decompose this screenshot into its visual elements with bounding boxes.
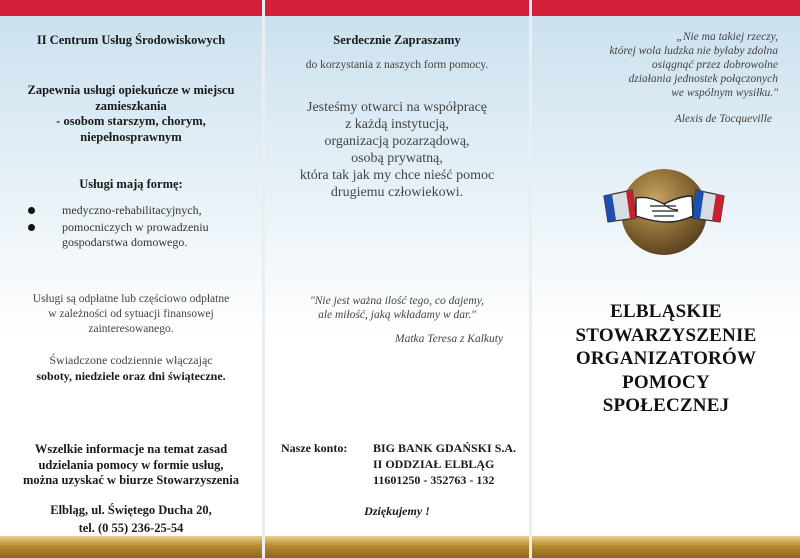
title-line: SPOŁECZNEJ — [602, 395, 730, 416]
quote-line: we wspólnym wysiłku." — [671, 87, 778, 99]
quote-line: osiągnąć przez dobrowolne — [651, 59, 778, 71]
title-line: POMOCY — [622, 371, 710, 393]
payment-line: w zależności od sytuacji finansowej — [48, 308, 214, 320]
services-line: Zapewnia usługi opiekuńcze w miejscu — [27, 83, 235, 97]
contact-block — [0, 501, 262, 537]
info-line: można uzyskać w biurze Stowarzyszenia — [23, 473, 239, 487]
thanks-text: Dziękujemy ! — [364, 504, 430, 518]
bullet-icon — [28, 207, 35, 214]
list-item: medyczno-rehabilitacyjnych, — [0, 203, 262, 218]
panel-middle — [265, 0, 529, 558]
invite-line: osobą prywatną, — [351, 151, 443, 166]
invite-line: która tak jak my chce nieść pomoc — [299, 168, 495, 183]
mother-teresa-quote — [265, 294, 529, 322]
top-red-band — [0, 0, 262, 16]
quote-line: „Nie ma takiej rzeczy, — [676, 31, 778, 43]
daily-service-info — [0, 352, 262, 384]
title-line: STOWARZYSZENIE — [575, 324, 757, 346]
account-number: 11601250 - 352763 - 132 — [373, 473, 495, 487]
services-line: - osobom starszym, chorym, — [56, 114, 206, 128]
services-description — [0, 83, 262, 145]
forms-list — [0, 203, 262, 250]
payment-line: zainteresowanego. — [88, 323, 174, 335]
organization-title — [532, 300, 800, 418]
bottom-gold-band — [0, 536, 262, 558]
invite-line: z każdą instytucją, — [345, 117, 449, 132]
forms-heading: Usługi mają formę: — [79, 177, 183, 191]
bank-branch: II ODDZIAŁ ELBLĄG — [373, 457, 495, 471]
tocqueville-quote — [538, 30, 778, 100]
panel-left — [0, 0, 262, 558]
quote-author: Alexis de Tocqueville — [674, 113, 772, 125]
invite-subheading: do korzystania z naszych form pomocy. — [305, 59, 489, 71]
quote-line: "Nie jest ważna ilość tego, co dajemy, — [309, 295, 485, 307]
info-line: udzielania pomocy w formie usług, — [38, 457, 224, 472]
info-line: Wszelkie informacje na temat zasad — [34, 442, 228, 456]
list-item: pomocniczych w prowadzeniu gospodarstwa domowego. — [0, 220, 262, 250]
quote-line: której wola ludzka nie byłaby zdolna — [609, 45, 778, 57]
services-line: zamieszkania — [95, 98, 167, 113]
payment-info — [0, 292, 262, 337]
panel-right — [532, 0, 800, 558]
info-text — [0, 442, 262, 489]
top-red-band — [265, 0, 529, 16]
title-line: ELBLĄSKIE — [610, 301, 722, 322]
account-label: Nasze konto: — [281, 441, 348, 455]
bottom-gold-band — [532, 536, 800, 558]
title-line: ORGANIZATORÓW — [575, 348, 757, 369]
daily-line: Świadczone codziennie włączając — [49, 353, 213, 367]
services-line: niepełnosprawnym — [80, 129, 182, 144]
handshake-logo-icon — [598, 166, 730, 258]
top-red-band — [532, 0, 800, 16]
bottom-gold-band — [265, 536, 529, 558]
invite-line: drugiemu człowiekowi. — [330, 185, 464, 200]
bank-name: BIG BANK GDAŃSKI S.A. — [373, 441, 517, 455]
quote-line: ale miłość, jaką wkładamy w dar." — [318, 309, 476, 321]
bank-details — [373, 440, 529, 488]
center-heading: II Centrum Usług Środowiskowych — [36, 33, 226, 47]
phone: tel. (0 55) 236-25-54 — [78, 521, 184, 535]
daily-days: soboty, niedziele oraz dni świąteczne. — [36, 369, 226, 383]
bullet-icon — [28, 224, 35, 231]
invite-text — [265, 99, 529, 201]
invite-heading: Serdecznie Zapraszamy — [333, 33, 461, 47]
invite-line: organizacją pozarządową, — [324, 134, 470, 149]
quote-author: Matka Teresa z Kalkuty — [395, 333, 504, 345]
payment-line: Usługi są odpłatne lub częściowo odpłatne — [32, 293, 230, 305]
invite-line: Jesteśmy otwarci na współpracę — [307, 100, 487, 115]
address: Elbląg, ul. Świętego Ducha 20, — [50, 503, 212, 517]
quote-line: działania jednostek połączonych — [628, 73, 778, 85]
